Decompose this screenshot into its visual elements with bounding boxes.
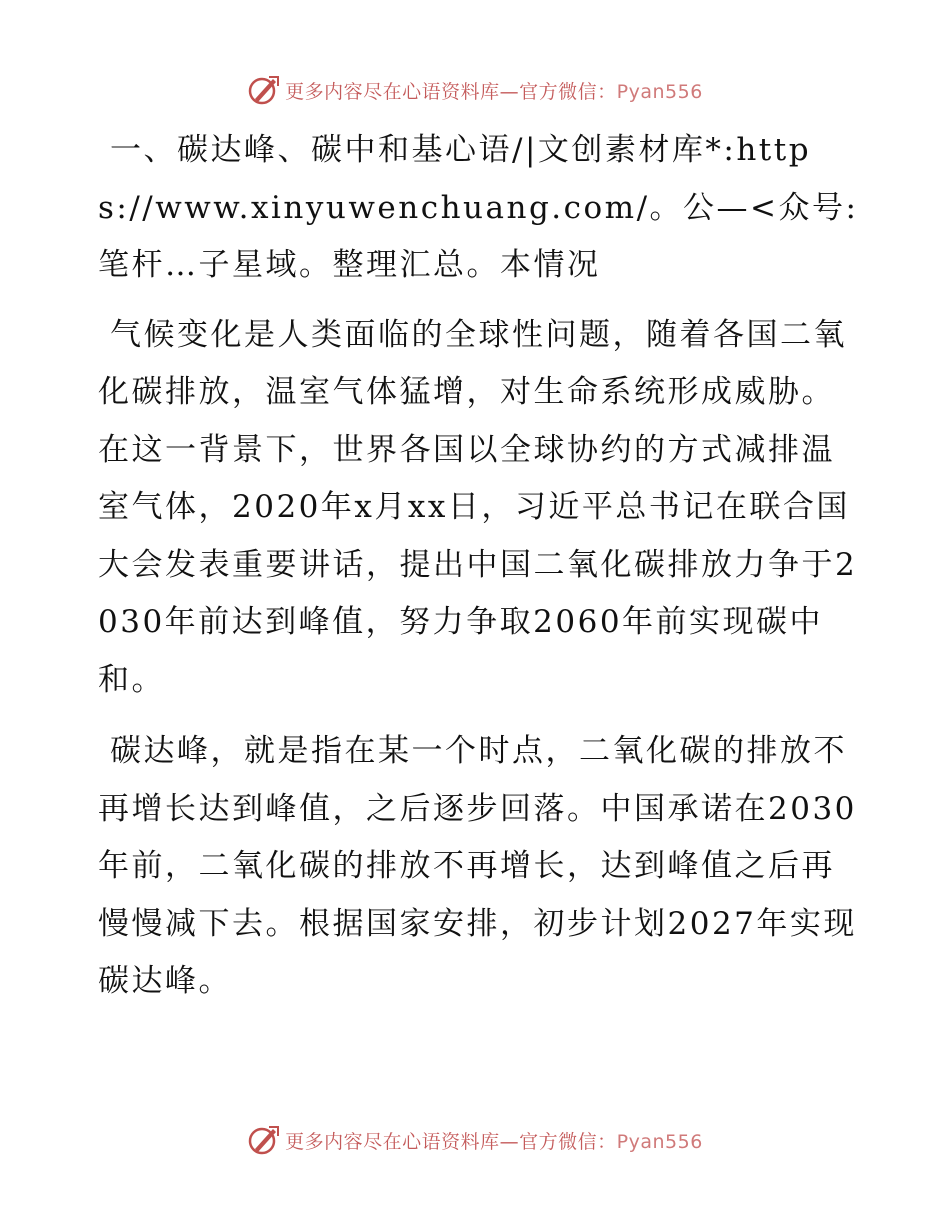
document-body <box>98 122 868 1025</box>
paragraph-heading: 一、碳达峰、碳中和基心语/|文创素材库*:https://www.xinyuwenchuang.com/。公—<众号:笔杆…子星域。整理汇总。本情况 <box>98 132 859 283</box>
paragraph-climate-change: 气候变化是人类面临的全球性问题，随着各国二氧化碳排放，温室气体猛增，对生命系统形成威胁。在这一背景下，世界各国以全球协约的方式减排温室气体，2020年x月xx日，习近平总书记在联合国大会发表重要讲话，提出中国二氧化碳排放力争于2030年前达到峰值，努力争取2060年前实现碳中和。 <box>98 316 858 698</box>
wechat-id: Pyan556 <box>616 80 703 103</box>
quill-pen-logo-icon <box>247 73 281 107</box>
paragraph-carbon-peak: 碳达峰，就是指在某一个时点，二氧化碳的排放不再增长达到峰值，之后逐步回落。中国承诺在2030年前，二氧化碳的排放不再增长，达到峰值之后再慢慢减下去。根据国家安排，初步计划2027年实现碳达峰。 <box>98 733 857 999</box>
banner-text: 更多内容尽在心语资料库—官方微信： <box>285 1130 617 1153</box>
footer-watermark-banner <box>0 1120 950 1160</box>
header-watermark-banner <box>0 70 950 110</box>
quill-pen-logo-icon <box>247 1123 281 1157</box>
banner-text: 更多内容尽在心语资料库—官方微信： <box>285 80 617 103</box>
wechat-id: Pyan556 <box>616 1130 703 1153</box>
